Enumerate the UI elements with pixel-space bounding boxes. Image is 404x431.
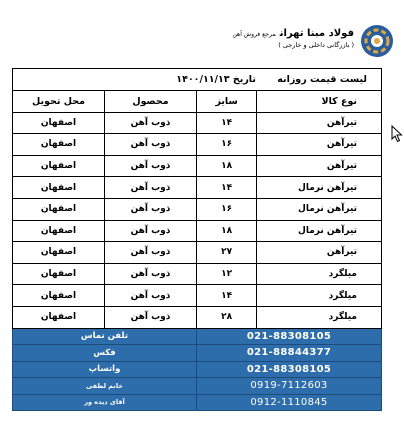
cell-size: ۲۷ <box>196 242 256 264</box>
company-logo-icon <box>360 24 394 58</box>
cell-producer: ذوب آهن <box>105 177 197 199</box>
cell-delivery-place: اصفهان <box>13 285 105 307</box>
cell-product-type: تیرآهن نرمال <box>257 177 382 199</box>
table-header-row <box>13 91 382 113</box>
cell-size: ۱۴ <box>196 285 256 307</box>
cell-size: ۱۸ <box>196 155 256 177</box>
table-date: تاریخ ۱۴۰۰/۱۱/۱۳ <box>176 74 256 85</box>
cell-producer: ذوب آهن <box>105 263 197 285</box>
cell-producer: ذوب آهن <box>105 112 197 134</box>
cell-product-type: تیرآهن <box>257 134 382 156</box>
cell-producer: ذوب آهن <box>105 220 197 242</box>
cell-delivery-place: اصفهان <box>13 112 105 134</box>
cell-producer: ذوب آهن <box>105 155 197 177</box>
cell-delivery-place: اصفهان <box>13 155 105 177</box>
cell-delivery-place: اصفهان <box>13 134 105 156</box>
table-row <box>13 220 382 242</box>
cell-size: ۱۶ <box>196 134 256 156</box>
cell-producer: ذوب آهن <box>105 285 197 307</box>
table-row <box>13 155 382 177</box>
contact-value[interactable]: 0912-1110845 <box>196 394 381 411</box>
cell-product-type: تیرآهن <box>257 155 382 177</box>
cell-size: ۱۲ <box>196 263 256 285</box>
cell-delivery-place: اصفهان <box>13 220 105 242</box>
contact-value[interactable]: 0919-7112603 <box>196 378 381 395</box>
contact-label: خانم لطفی <box>13 378 197 395</box>
company-tag: مرجع فروش آهن <box>232 31 276 38</box>
contact-value[interactable]: 021-88844377 <box>196 345 381 362</box>
table-row <box>13 263 382 285</box>
price-list-table <box>12 68 382 411</box>
company-branding <box>232 28 354 49</box>
cell-product-type: تیرآهن <box>257 242 382 264</box>
cell-delivery-place: اصفهان <box>13 177 105 199</box>
cell-delivery-place: اصفهان <box>13 263 105 285</box>
cell-product-type: میلگرد <box>257 263 382 285</box>
contact-label: فکس <box>13 345 197 362</box>
contact-label: آقای دیده ور <box>13 394 197 411</box>
cell-size: ۱۴ <box>196 112 256 134</box>
mouse-cursor-icon <box>391 125 403 143</box>
header-delivery-place: محل تحویل <box>13 91 105 113</box>
contact-row <box>13 378 382 395</box>
cell-producer: ذوب آهن <box>105 198 197 220</box>
contact-value[interactable]: 021-88308105 <box>196 361 381 378</box>
cell-size: ۱۴ <box>196 177 256 199</box>
cell-product-type: تیرآهن نرمال <box>257 198 382 220</box>
cell-product-type: میلگرد <box>257 285 382 307</box>
contact-row <box>13 345 382 362</box>
contact-label: تلفن تماس <box>13 328 197 345</box>
header-product-type: نوع کالا <box>257 91 382 113</box>
page-header <box>0 22 404 62</box>
cell-size: ۱۶ <box>196 198 256 220</box>
cell-product-type: تیرآهن نرمال <box>257 220 382 242</box>
table-row <box>13 306 382 328</box>
table-row <box>13 134 382 156</box>
cell-delivery-place: اصفهان <box>13 306 105 328</box>
table-row <box>13 285 382 307</box>
cell-size: ۱۸ <box>196 220 256 242</box>
cell-producer: ذوب آهن <box>105 242 197 264</box>
contact-row <box>13 328 382 345</box>
header-producer: محصول <box>105 91 197 113</box>
contact-label: واتساپ <box>13 361 197 378</box>
contact-value[interactable]: 021-88308105 <box>196 328 381 345</box>
contact-row <box>13 394 382 411</box>
contact-row <box>13 361 382 378</box>
table-title: لیست قیمت روزانه <box>277 74 367 85</box>
cell-product-type: تیرآهن <box>257 112 382 134</box>
company-name: فولاد مبنا تهرانمرجع فروش آهن <box>232 28 354 39</box>
cell-product-type: میلگرد <box>257 306 382 328</box>
table-row <box>13 198 382 220</box>
table-title-row <box>13 69 382 91</box>
table-row <box>13 177 382 199</box>
cell-producer: ذوب آهن <box>105 134 197 156</box>
company-subtitle: ( بازرگانی داخلی و خارجی ) <box>278 41 354 49</box>
header-size: سایز <box>196 91 256 113</box>
cell-size: ۲۸ <box>196 306 256 328</box>
table-row <box>13 112 382 134</box>
cell-delivery-place: اصفهان <box>13 198 105 220</box>
cell-producer: ذوب آهن <box>105 306 197 328</box>
table-row <box>13 242 382 264</box>
cell-delivery-place: اصفهان <box>13 242 105 264</box>
